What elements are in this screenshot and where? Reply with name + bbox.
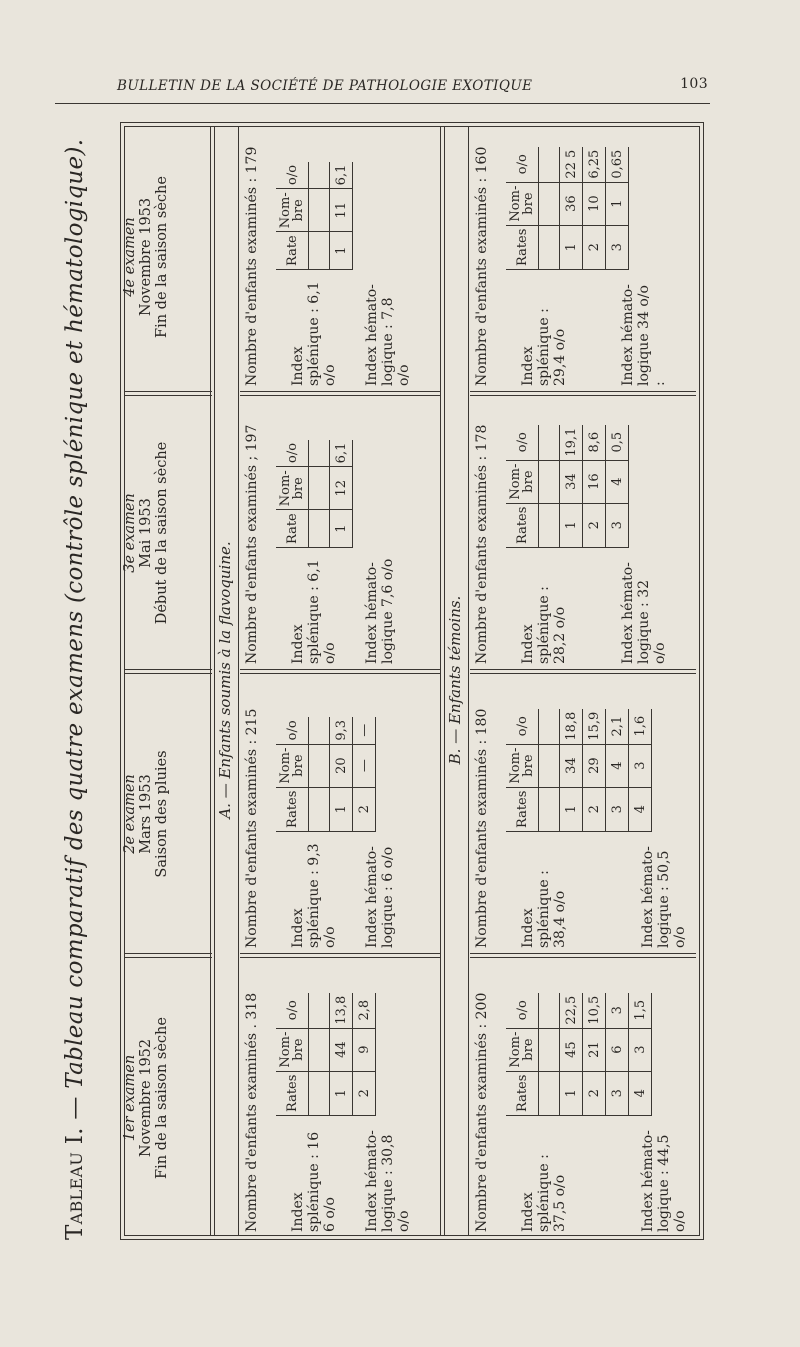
- cell-rate: 1: [330, 232, 353, 270]
- cell-pct: 9,3: [330, 717, 353, 744]
- exam-date: Mai 1953: [138, 498, 154, 568]
- group-a-exam-3: [240, 426, 440, 666]
- section-a-title: A. — Enfants soumis à la flavoquine.: [216, 541, 234, 819]
- table-row: [560, 993, 583, 1116]
- children-count: Nombre d'enfants examinés ; 197: [244, 424, 260, 664]
- exam-name: 1er examen: [122, 1054, 138, 1142]
- cell-pct: 6,1: [330, 440, 353, 467]
- cell-nombre: 34: [560, 744, 583, 787]
- cell-pct: 13,8: [330, 993, 353, 1028]
- rates-table: [506, 993, 652, 1116]
- exam-season: Saison des pluies: [154, 750, 170, 878]
- cell-nombre: 29: [583, 744, 606, 787]
- cell-rate: 1: [560, 503, 583, 547]
- cell-rate: 3: [606, 1071, 629, 1115]
- table-row: [606, 709, 629, 832]
- section-rule: [238, 126, 239, 1236]
- table-row: [629, 709, 652, 832]
- col-nombre: Nom-bre: [276, 744, 309, 787]
- table-row: [583, 993, 606, 1116]
- cell-pct: 1,6: [629, 709, 652, 744]
- cell-rate: 1: [330, 787, 353, 831]
- cell-pct: 1,5: [629, 993, 652, 1028]
- cell-nombre: 12: [330, 467, 353, 510]
- cell-rate: 2: [353, 1071, 376, 1115]
- header-divider: [124, 953, 212, 958]
- children-count: Nombre d'enfants examinés . 318: [244, 992, 260, 1232]
- cell-pct: 8,6: [583, 425, 606, 460]
- col-pct: o/o: [506, 709, 539, 744]
- cell-rate: 1: [330, 1071, 353, 1115]
- col-nombre: Nom-bre: [276, 189, 309, 232]
- exam-season: Début de la saison sèche: [154, 441, 170, 625]
- table-row: [560, 425, 583, 548]
- cell-nombre: 1: [606, 182, 629, 225]
- exam-date: Novembre 1952: [138, 1038, 154, 1158]
- cell-rate: 2: [353, 787, 376, 831]
- column-divider: [240, 669, 440, 674]
- hemato-index: Index hémato-logique : 44,5 o/o: [640, 1130, 688, 1232]
- col-rate: Rate: [276, 232, 309, 270]
- group-b-exam-3: [470, 426, 700, 666]
- header-rule-double: [210, 126, 215, 1236]
- cell-nombre: 4: [606, 744, 629, 787]
- col-pct: o/o: [506, 147, 539, 182]
- table-row: [330, 162, 353, 270]
- group-a-exam-1: [240, 994, 440, 1234]
- group-b-exam-1: [470, 994, 700, 1234]
- table-row: [353, 717, 376, 832]
- col-nombre: Nom-bre: [506, 1028, 539, 1071]
- table-row: [330, 717, 353, 832]
- group-a-exam-4: [240, 148, 440, 388]
- table-row: [330, 993, 353, 1116]
- cell-rate: 1: [330, 510, 353, 548]
- hemato-index: Index hémato-logique 7,6 o/o: [364, 558, 396, 664]
- cell-rate: 2: [583, 225, 606, 269]
- section-rule-double: [440, 126, 445, 1236]
- cell-rate: 4: [629, 1071, 652, 1115]
- table-caption: [62, 120, 112, 1240]
- group-b-exam-4: [470, 148, 700, 388]
- cell-nombre: 10: [583, 182, 606, 225]
- cell-pct: 10,5: [583, 993, 606, 1028]
- rates-table: [506, 425, 629, 548]
- cell-nombre: 3: [629, 744, 652, 787]
- cell-pct: 2,1: [606, 709, 629, 744]
- cell-pct: 15,9: [583, 709, 606, 744]
- header-divider: [124, 391, 212, 396]
- exam-header-3: [122, 398, 212, 668]
- cell-nombre: 44: [330, 1028, 353, 1071]
- cell-nombre: 11: [330, 189, 353, 232]
- column-divider: [470, 669, 696, 674]
- rotated-table: [62, 120, 707, 1240]
- hemato-index: Index hémato-logique : 50,5 o/o: [640, 846, 688, 948]
- col-rates: Rates: [506, 225, 539, 269]
- exam-date: Novembre 1953: [138, 197, 154, 317]
- exam-season: Fin de la saison sèche: [154, 176, 170, 338]
- col-rates: Rates: [276, 787, 309, 831]
- table-title: Tableau comparatif des quatre examens (contrôle splénique et hématologique).: [62, 138, 88, 1089]
- col-nombre: Nom-bre: [506, 460, 539, 503]
- cell-rate: 3: [606, 503, 629, 547]
- cell-pct: —: [353, 717, 376, 744]
- exam-name: 4e examen: [122, 217, 138, 297]
- children-count: Nombre d'enfants examinés : 160: [474, 146, 490, 386]
- col-pct: o/o: [276, 440, 309, 467]
- col-nombre: Nom-bre: [276, 1028, 309, 1071]
- children-count: Nombre d'enfants examinés : 180: [474, 708, 490, 948]
- exam-season: Fin de la saison sèche: [154, 1017, 170, 1179]
- col-rates: Rates: [506, 787, 539, 831]
- cell-nombre: —: [353, 744, 376, 787]
- cell-nombre: 34: [560, 460, 583, 503]
- group-b-exam-2: [470, 710, 700, 950]
- exam-date: Mars 1953: [138, 774, 154, 854]
- table-row: [353, 993, 376, 1116]
- col-nombre: Nom-bre: [506, 744, 539, 787]
- cell-nombre: 21: [583, 1028, 606, 1071]
- rates-table: [276, 162, 353, 270]
- cell-pct: 22 5: [560, 147, 583, 182]
- children-count: Nombre d'enfants examinés : 215: [244, 708, 260, 948]
- cell-rate: 4: [629, 787, 652, 831]
- children-count: Nombre d'enfants examinés : 178: [474, 424, 490, 664]
- hemato-index: Index hémato-logique : 32 o/o: [620, 562, 668, 664]
- cell-rate: 1: [560, 225, 583, 269]
- cell-pct: 2,8: [353, 993, 376, 1028]
- col-pct: o/o: [506, 425, 539, 460]
- cell-pct: 19,1: [560, 425, 583, 460]
- table-row: [606, 425, 629, 548]
- table-row: [629, 993, 652, 1116]
- splenic-index: Index splénique : 9,3 o/o: [290, 843, 338, 948]
- section-rule: [468, 126, 469, 1236]
- cell-pct: 22,5: [560, 993, 583, 1028]
- table-row: [583, 709, 606, 832]
- cell-nombre: 16: [583, 460, 606, 503]
- cell-rate: 3: [606, 787, 629, 831]
- table-row: [560, 147, 583, 270]
- cell-nombre: 20: [330, 744, 353, 787]
- table-row: [606, 993, 629, 1116]
- rates-table: [276, 717, 376, 832]
- splenic-index: Index splénique : 37,5 o/o: [520, 1154, 568, 1232]
- cell-nombre: 3: [629, 1028, 652, 1071]
- table-row: [560, 709, 583, 832]
- cell-pct: 3: [606, 993, 629, 1028]
- cell-pct: 0,65: [606, 147, 629, 182]
- cell-rate: 3: [606, 225, 629, 269]
- rates-table: [506, 709, 652, 832]
- group-a-exam-2: [240, 710, 440, 950]
- col-pct: o/o: [276, 717, 309, 744]
- cell-nombre: 36: [560, 182, 583, 225]
- table-row: [583, 147, 606, 270]
- splenic-index: Index splénique : 16 6 o/o: [290, 1131, 338, 1232]
- hemato-index: Index hémato-logique : 7,8 o/o: [364, 284, 412, 386]
- table-row: [330, 440, 353, 548]
- cell-pct: 0,5: [606, 425, 629, 460]
- col-rates: Rates: [276, 1071, 309, 1115]
- page-number: 103: [680, 76, 708, 92]
- col-rate: Rate: [276, 510, 309, 548]
- splenic-index: Index splénique : 6,1 o/o: [290, 281, 338, 386]
- children-count: Nombre d'enfants examinés : 200: [474, 992, 490, 1232]
- table-label: Tableau I. —: [62, 1088, 88, 1240]
- column-divider: [470, 953, 696, 958]
- cell-rate: 2: [583, 503, 606, 547]
- splenic-index: Index splénique : 29,4 o/o: [520, 308, 568, 386]
- exam-header-4: [122, 124, 212, 390]
- cell-nombre: 4: [606, 460, 629, 503]
- col-rates: Rates: [506, 503, 539, 547]
- cell-rate: 2: [583, 787, 606, 831]
- section-b-title: B. — Enfants témoins.: [446, 595, 464, 765]
- rates-table: [506, 147, 629, 270]
- table-row: [606, 147, 629, 270]
- journal-title: BULLETIN DE LA SOCIÉTÉ DE PATHOLOGIE EXOTIQUE: [117, 78, 533, 94]
- cell-nombre: 45: [560, 1028, 583, 1071]
- cell-pct: 6,1: [330, 162, 353, 189]
- hemato-index: Index hémato-logique : 6 o/o: [364, 846, 396, 948]
- exam-name: 3e examen: [122, 493, 138, 573]
- column-divider: [240, 391, 440, 396]
- hemato-index: Index hémato-logique 34 o/o :: [620, 284, 668, 386]
- running-header: [62, 76, 712, 98]
- cell-pct: 18,8: [560, 709, 583, 744]
- cell-pct: 6,25: [583, 147, 606, 182]
- col-rates: Rates: [506, 1071, 539, 1115]
- col-pct: o/o: [276, 162, 309, 189]
- cell-nombre: 6: [606, 1028, 629, 1071]
- rates-table: [276, 440, 353, 548]
- hemato-index: Index hémato-logique : 30,8 o/o: [364, 1130, 412, 1232]
- cell-nombre: 9: [353, 1028, 376, 1071]
- col-pct: o/o: [276, 993, 309, 1028]
- col-pct: o/o: [506, 993, 539, 1028]
- splenic-index: Index splénique : 38,4 o/o: [520, 870, 568, 948]
- table-row: [583, 425, 606, 548]
- rates-table: [276, 993, 376, 1116]
- column-divider: [470, 391, 696, 396]
- col-nombre: Nom-bre: [506, 182, 539, 225]
- header-rule: [55, 103, 710, 104]
- children-count: Nombre d'enfants examinés : 179: [244, 146, 260, 386]
- cell-rate: 2: [583, 1071, 606, 1115]
- splenic-index: Index splénique : 6,1 o/o: [290, 559, 338, 664]
- cell-rate: 1: [560, 787, 583, 831]
- column-divider: [240, 953, 440, 958]
- header-divider: [124, 669, 212, 674]
- exam-header-2: [122, 676, 212, 952]
- exam-name: 2e examen: [122, 774, 138, 854]
- exam-header-1: [122, 960, 212, 1236]
- cell-rate: 1: [560, 1071, 583, 1115]
- col-nombre: Nom-bre: [276, 467, 309, 510]
- splenic-index: Index splénique : 28,2 o/o: [520, 586, 568, 664]
